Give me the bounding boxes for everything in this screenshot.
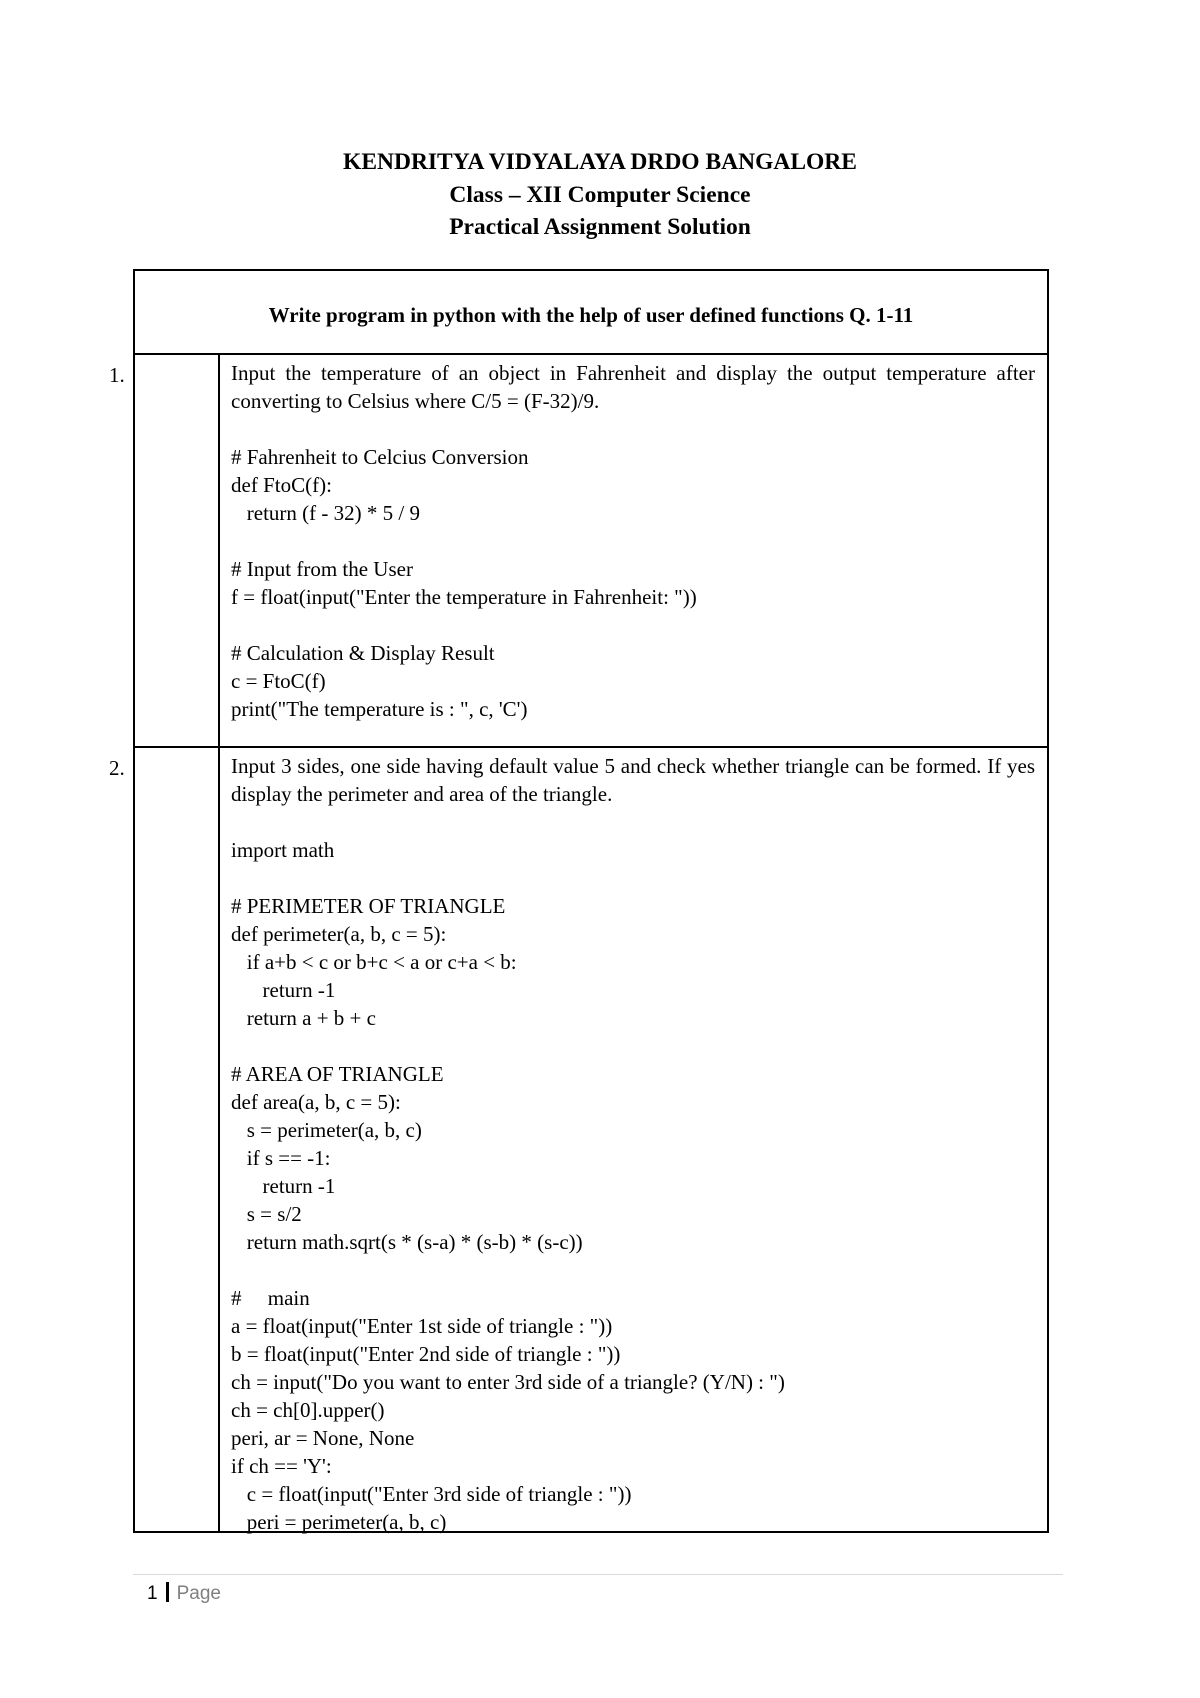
blank-line [231, 611, 1035, 639]
question-row-1 [109, 355, 1047, 748]
code-line: c = FtoC(f) [231, 669, 326, 693]
code-line: a = float(input("Enter 1st side of triangle : ")) [231, 1314, 613, 1338]
page-number: 1 [147, 1583, 158, 1604]
code-line: s = perimeter(a, b, c) [231, 1118, 422, 1142]
code-line: f = float(input("Enter the temperature in Fahrenheit: ")) [231, 585, 697, 609]
code-block [231, 808, 1035, 1536]
code-line: return -1 [231, 978, 336, 1002]
document-subtitle: Practical Assignment Solution [449, 214, 751, 240]
blank-line [231, 808, 1035, 836]
column-divider [218, 355, 220, 746]
code-line: print("The temperature is : ", c, 'C') [231, 697, 528, 721]
code-line: b = float(input("Enter 2nd side of triangle : ")) [231, 1342, 621, 1366]
code-line: def area(a, b, c = 5): [231, 1090, 401, 1114]
question-number: 1. [109, 363, 125, 387]
code-line: s = s/2 [231, 1202, 302, 1226]
code-line: return a + b + c [231, 1006, 376, 1030]
code-line: # Calculation & Display Result [231, 641, 495, 665]
question-content [231, 752, 1035, 1536]
assignment-table [109, 269, 1049, 1534]
code-line: import math [231, 838, 335, 862]
code-line: def perimeter(a, b, c = 5): [231, 922, 447, 946]
code-block [231, 415, 1035, 723]
blank-line [231, 1256, 1035, 1284]
code-line: # Input from the User [231, 557, 413, 581]
code-line: # PERIMETER OF TRIANGLE [231, 894, 506, 918]
page-label: Page [176, 1583, 221, 1604]
code-line: peri, ar = None, None [231, 1426, 415, 1450]
code-line: def FtoC(f): [231, 473, 332, 497]
code-line: if s == -1: [231, 1146, 331, 1170]
blank-line [231, 415, 1035, 443]
code-line: peri = perimeter(a, b, c) [231, 1510, 447, 1534]
code-line: ch = ch[0].upper() [231, 1398, 385, 1422]
document-header [0, 146, 1200, 244]
code-line: ch = input("Do you want to enter 3rd side of a triangle? (Y/N) : ") [231, 1370, 785, 1394]
page-footer [147, 1581, 221, 1607]
blank-line [231, 864, 1035, 892]
code-line: c = float(input("Enter 3rd side of triangle : ")) [231, 1482, 632, 1506]
question-number: 2. [109, 756, 125, 780]
code-line: # Fahrenheit to Celcius Conversion [231, 445, 529, 469]
code-line: return -1 [231, 1174, 336, 1198]
code-line: return math.sqrt(s * (s-a) * (s-b) * (s-c)) [231, 1230, 583, 1254]
footer-rule [133, 1574, 1063, 1575]
blank-line [231, 1032, 1035, 1060]
question-text: Input the temperature of an object in Fahrenheit and display the output temperature after converting to Celsius where C/5 = (F-32)/9. [231, 361, 1035, 413]
column-divider [218, 748, 220, 1531]
code-line: return (f - 32) * 5 / 9 [231, 501, 420, 525]
class-title: Class – XII Computer Science [449, 181, 751, 208]
blank-line [231, 527, 1035, 555]
table-heading: Write program in python with the help of user defined functions Q. 1-11 [135, 271, 1047, 355]
code-line: # main [231, 1286, 310, 1310]
question-row-2 [109, 748, 1047, 1534]
code-line: if a+b < c or b+c < a or c+a < b: [231, 950, 517, 974]
code-line: # AREA OF TRIANGLE [231, 1062, 444, 1086]
school-name: KENDRITYA VIDYALAYA DRDO BANGALORE [343, 149, 857, 175]
footer-separator [166, 1582, 169, 1602]
question-text: Input 3 sides, one side having default value 5 and check whether triangle can be formed. If yes display the perimeter and area of the triangle. [231, 754, 1035, 806]
question-content [231, 359, 1035, 723]
code-line: if ch == 'Y': [231, 1454, 332, 1478]
